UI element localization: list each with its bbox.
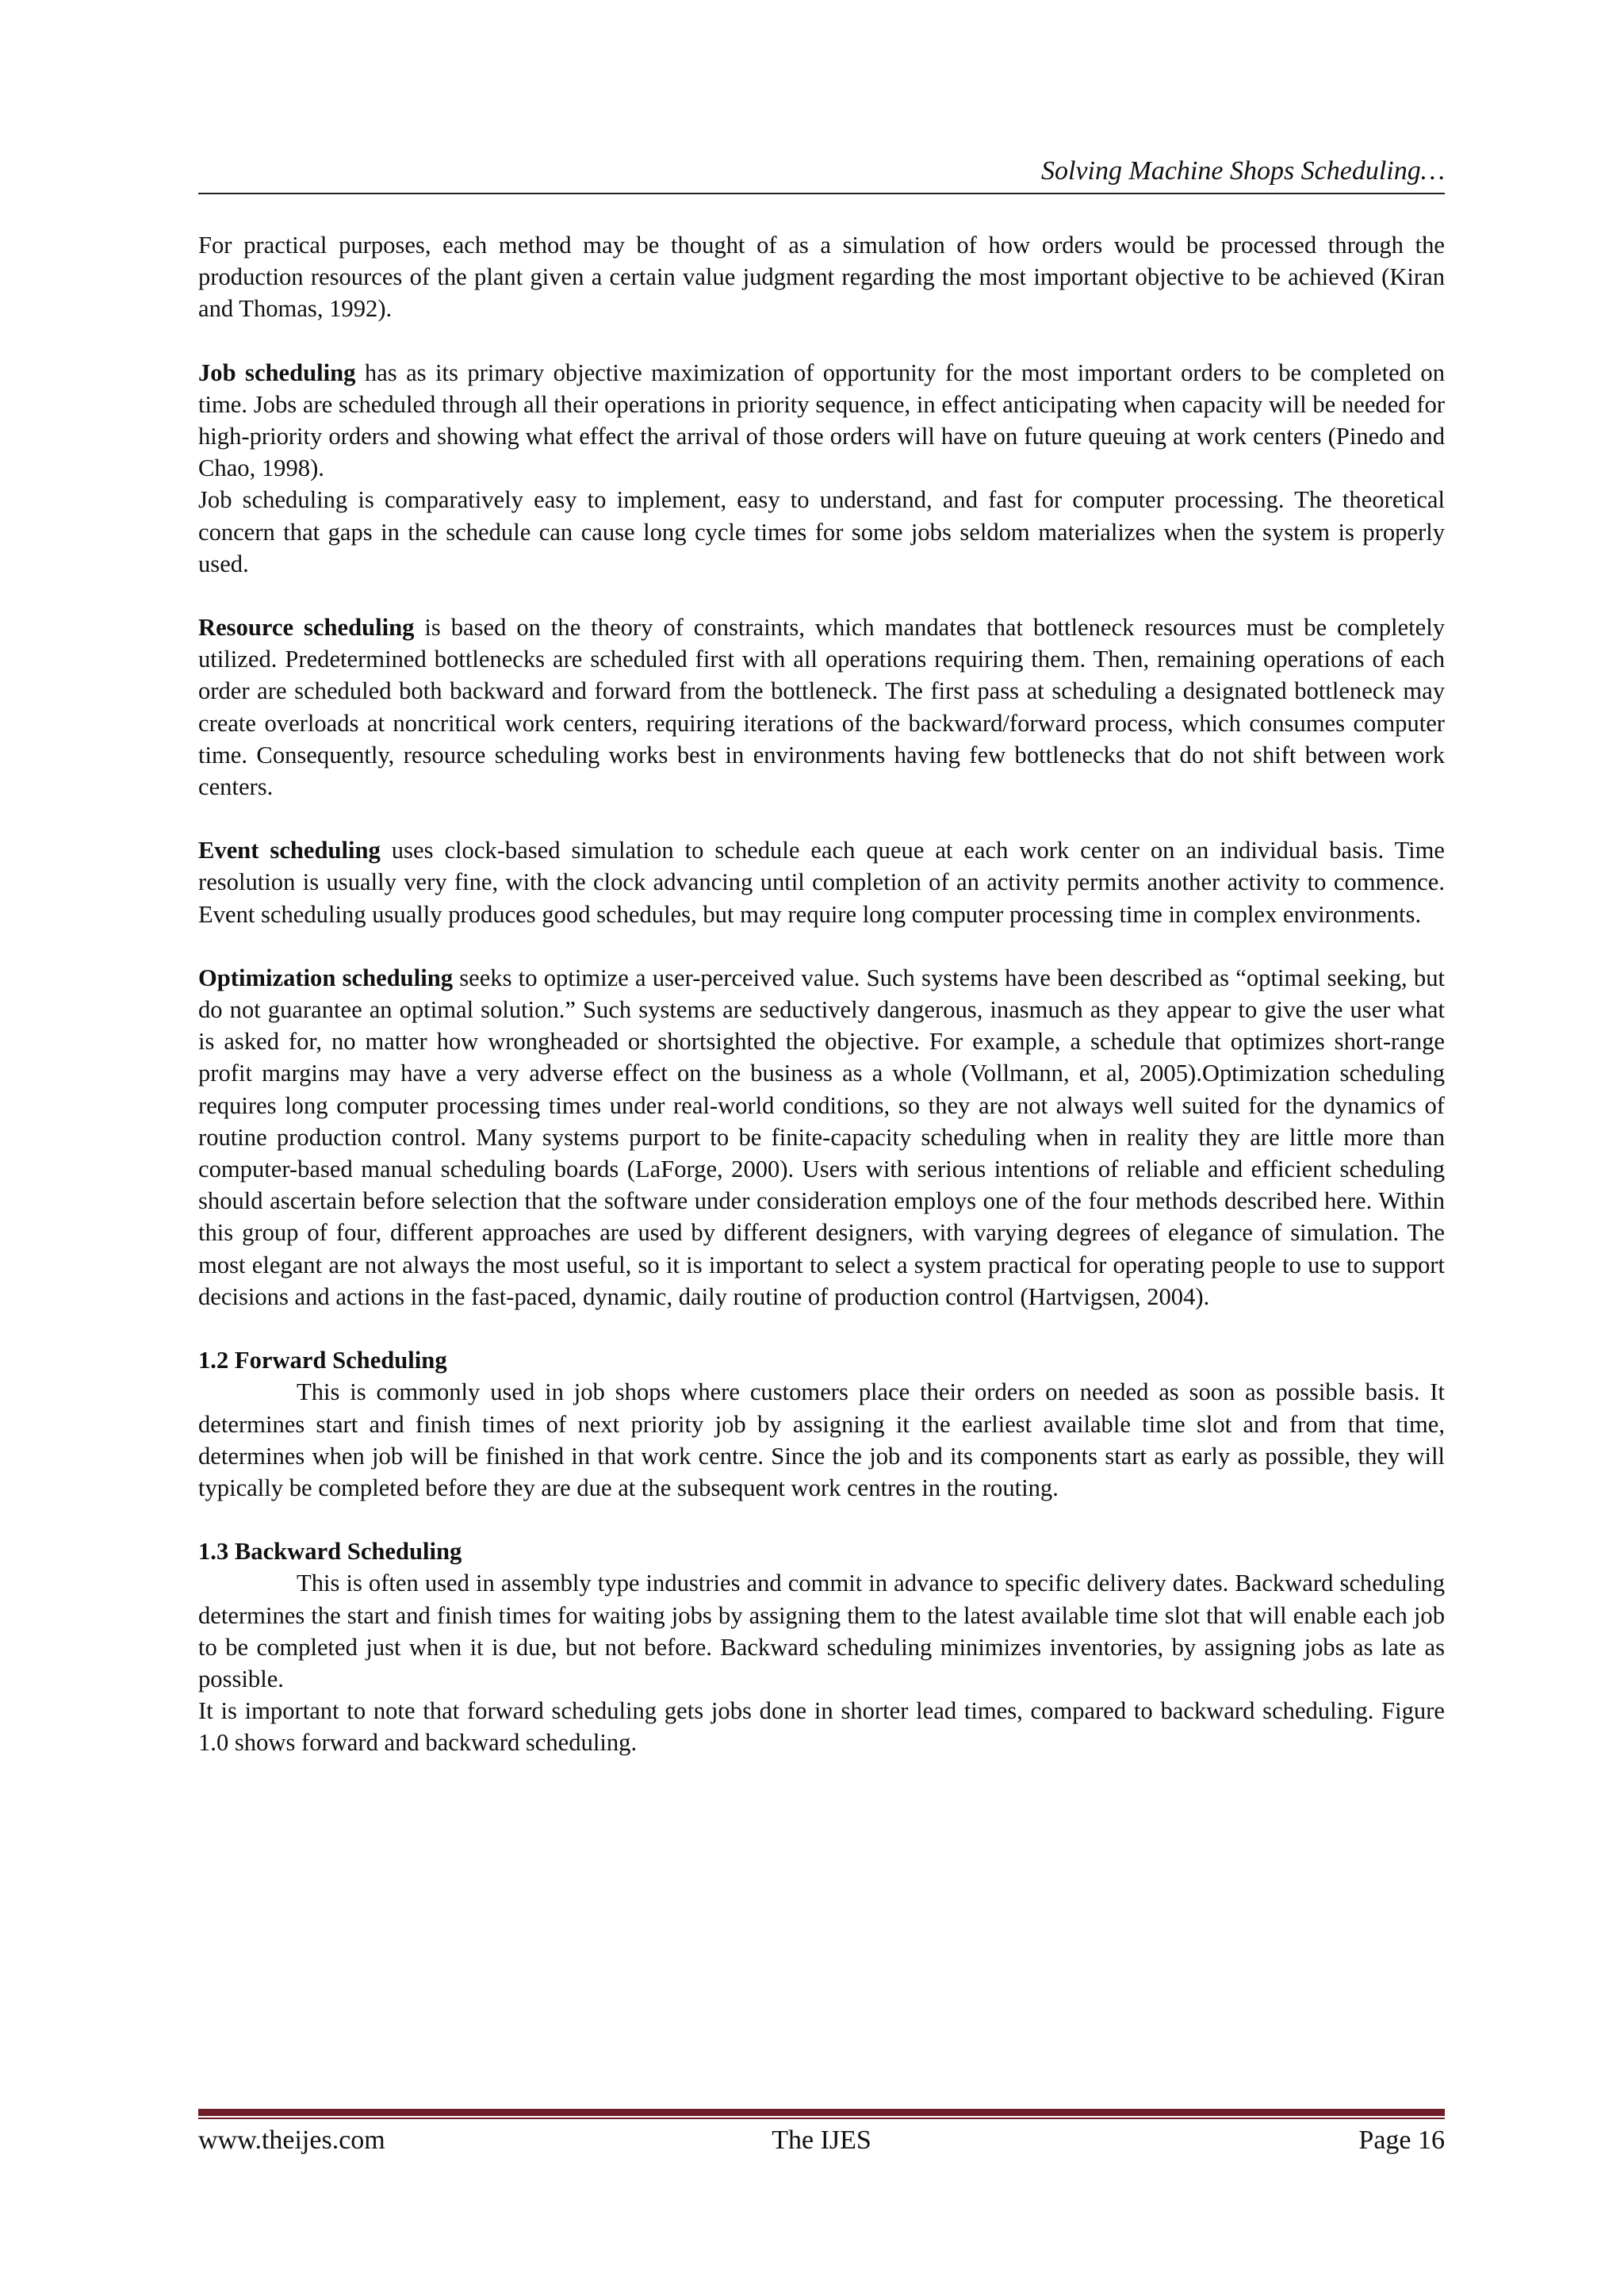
footer-website: www.theijes.com bbox=[198, 2125, 385, 2155]
running-header: Solving Machine Shops Scheduling… bbox=[1041, 156, 1445, 186]
forward-scheduling-heading: 1.2 Forward Scheduling bbox=[198, 1347, 447, 1374]
footer-page-number: Page 16 bbox=[1358, 2125, 1445, 2155]
header-rule bbox=[198, 193, 1445, 194]
event-scheduling-term: Event scheduling bbox=[198, 837, 381, 864]
job-scheduling-paragraph-2: Job scheduling is comparatively easy to implement, easy to understand, and fast for computer processing. The theoretical concern that gaps in the schedule can cause long cycle times for some jobs seldom materializes when the system is properly used. bbox=[198, 486, 1445, 577]
resource-scheduling-text: is based on the theory of constraints, which mandates that bottleneck resources must be completely utilized. Predetermined bottlenecks are scheduled first with all operations requiring them. Then, remaining operations of each order are scheduled both backward and forward from the bottleneck. The first pass at scheduling a designated bottleneck may create overloads at noncritical work centers, requiring iterations of the backward/forward process, which consumes computer time. Consequently, resource scheduling works best in environments having few bottlenecks that do not shift between work centers. bbox=[198, 614, 1445, 801]
optimization-scheduling-paragraph bbox=[198, 962, 1445, 1313]
event-scheduling-text: uses clock-based simulation to schedule each queue at each work center on an individual basis. Time resolution is usually very fine, with the clock advancing until completion of an activity permits another activity to commence. Event scheduling usually produces good schedules, but may require long computer processing time in complex environments. bbox=[198, 837, 1445, 928]
backward-scheduling-heading: 1.3 Backward Scheduling bbox=[198, 1538, 462, 1566]
optimization-scheduling-text: seeks to optimize a user-perceived value. Such systems have been described as “optimal seeking, but do not guarantee an optimal solution.” Such systems are seductively dangerous, inasmuch as they appear to give the user what is asked for, no matter how wrongheaded or shortsighted the objective. For example, a schedule that optimizes short-range profit margins may have a very adverse effect on the business as a whole (Vollmann, et al, 2005).Optimization scheduling requires long computer processing times under real-world conditions, so they are not always well suited for the dynamics of routine production control. Many systems purport to be finite-capacity scheduling when in reality they are little more than computer-based manual scheduling boards (LaForge, 2000). Users with serious intentions of reliable and efficient scheduling should ascertain before selection that the software under consideration employs one of the four methods described here. Within this group of four, different approaches are used by different designers, with varying degrees of elegance of simulation. The most elegant are not always the most useful, so it is important to select a system practical for operating people to use to support decisions and actions in the fast-paced, dynamic, daily routine of production control (Hartvigsen, 2004). bbox=[198, 964, 1445, 1310]
body-text bbox=[198, 229, 1445, 1759]
footer-journal: The IJES bbox=[772, 2125, 871, 2155]
job-scheduling-term: Job scheduling bbox=[198, 358, 356, 386]
forward-scheduling-paragraph: This is commonly used in job shops where customers place their orders on needed as soon as possible basis. It determines start and finish times of next priority job by assigning it the earliest available time slot and from that time, determines when job will be finished in that work centre. Since the job and its components start as early as possible, they will typically be completed before they are due at the subsequent work centres in the routing. bbox=[198, 1378, 1445, 1501]
backward-scheduling-paragraph: This is often used in assembly type industries and commit in advance to specific delivery dates. Backward scheduling determines the start and finish times for waiting jobs by assigning them to the latest available time slot that will enable each job to be completed just when it is due, but not before. Backward scheduling minimizes inventories, by assigning jobs as late as possible. bbox=[198, 1570, 1445, 1692]
resource-scheduling-paragraph bbox=[198, 611, 1445, 803]
paragraph-gap bbox=[198, 580, 1445, 611]
intro-paragraph: For practical purposes, each method may be thought of as a simulation of how orders would be processed through the production resources of the plant given a certain value judgment regarding the most important objective to be achieved (Kiran and Thomas, 1992). bbox=[198, 232, 1445, 323]
event-scheduling-paragraph bbox=[198, 834, 1445, 930]
job-scheduling-paragraph bbox=[198, 357, 1445, 485]
paragraph-gap bbox=[198, 930, 1445, 962]
backward-scheduling-paragraph-2: It is important to note that forward scheduling gets jobs done in shorter lead times, compared to backward scheduling. Figure 1.0 shows forward and backward scheduling. bbox=[198, 1697, 1445, 1757]
paragraph-gap bbox=[198, 803, 1445, 834]
job-scheduling-text: has as its primary objective maximization of opportunity for the most important orders to be completed on time. Jobs are scheduled through all their operations in priority sequence, in effect anticipating when capacity will be needed for high-priority orders and showing what effect the arrival of those orders will have on future queuing at work centers (Pinedo and Chao, 1998). bbox=[198, 358, 1445, 482]
resource-scheduling-term: Resource scheduling bbox=[198, 614, 415, 642]
optimization-scheduling-term: Optimization scheduling bbox=[198, 964, 454, 991]
footer-rule bbox=[198, 2109, 1445, 2116]
paragraph-gap bbox=[198, 1313, 1445, 1344]
paragraph-gap bbox=[198, 325, 1445, 357]
paragraph-gap bbox=[198, 1504, 1445, 1535]
